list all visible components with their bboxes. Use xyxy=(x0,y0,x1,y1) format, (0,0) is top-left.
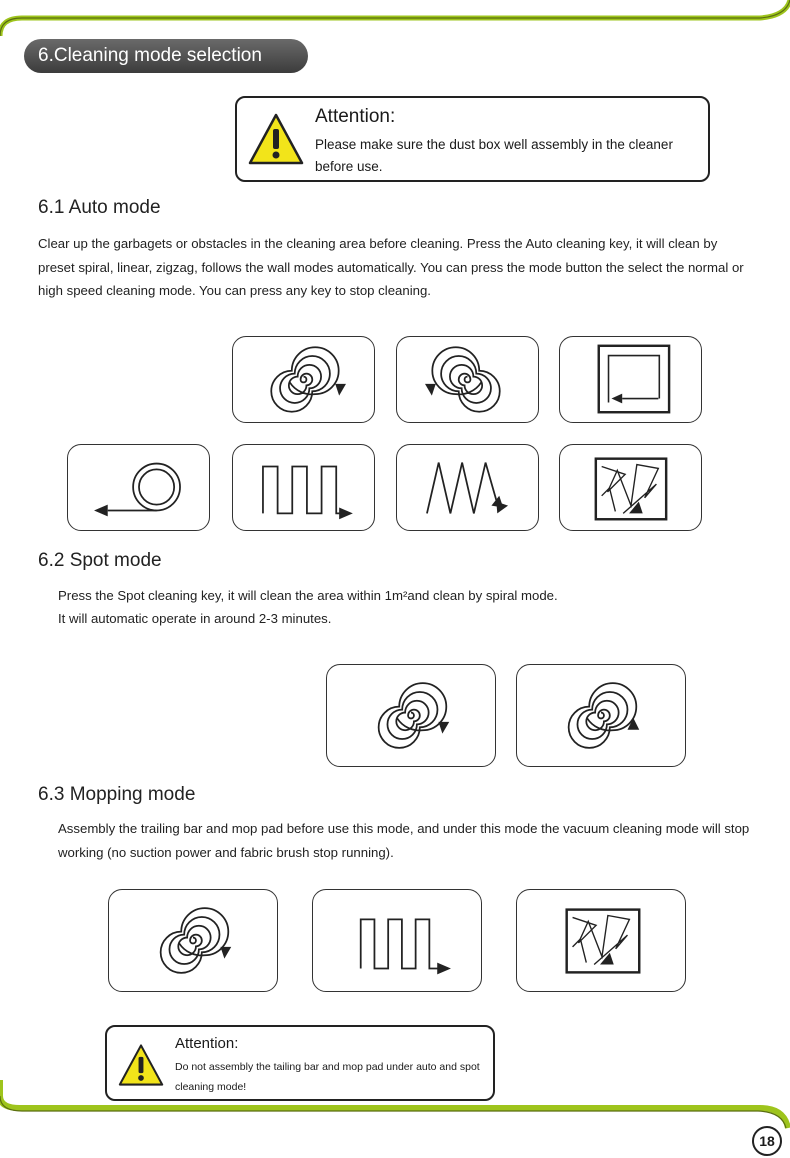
spiral-pattern-icon xyxy=(232,336,375,423)
attention-box-bottom xyxy=(105,1025,495,1101)
circle-pattern-icon xyxy=(67,444,210,531)
spiral-pattern-icon xyxy=(108,889,278,992)
attention-text: Do not assembly the tailing bar and mop pad under auto and spot cleaning mode! xyxy=(175,1061,480,1093)
wall-follow-pattern-icon xyxy=(559,336,702,423)
spot-mode-line1: Press the Spot cleaning key, it will clean the area within 1m²and clean by spiral mode. xyxy=(58,588,558,603)
spot-mode-heading: 6.2 Spot mode xyxy=(38,550,162,571)
auto-mode-heading: 6.1 Auto mode xyxy=(38,197,161,218)
attention-title: Attention: xyxy=(175,1035,239,1052)
random-pattern-icon xyxy=(516,889,686,992)
linear-pattern-icon xyxy=(312,889,482,992)
linear-pattern-icon xyxy=(232,444,375,531)
mopping-mode-heading: 6.3 Mopping mode xyxy=(38,784,196,805)
spiral-pattern-icon xyxy=(396,336,539,423)
page-number: 18 xyxy=(752,1126,782,1156)
spiral-pattern-icon xyxy=(516,664,686,767)
warning-icon xyxy=(247,112,305,166)
auto-mode-text: Clear up the garbagets or obstacles in the cleaning area before cleaning. Press the Auto cleaning key, it will clean by preset spiral, linear, zigzag, follows the wall modes automatically. You can press the mode button the select the normal or high speed cleaning mode. You can press any key to stop cleaning. xyxy=(38,236,744,298)
warning-icon xyxy=(117,1043,165,1087)
mopping-mode-text: Assembly the trailing bar and mop pad before use this mode, and under this mode the vacuum cleaning mode will stop working (no suction power and fabric brush stop running). xyxy=(58,821,750,860)
attention-box-top xyxy=(235,96,710,182)
attention-text: Please make sure the dust box well assembly in the cleaner before use. xyxy=(315,137,673,174)
zigzag-pattern-icon xyxy=(396,444,539,531)
section-title: 6.Cleaning mode selection xyxy=(24,39,308,73)
random-pattern-icon xyxy=(559,444,702,531)
spiral-pattern-icon xyxy=(326,664,496,767)
spot-mode-line2: It will automatic operate in around 2-3 minutes. xyxy=(58,611,332,626)
attention-title: Attention: xyxy=(315,106,396,127)
